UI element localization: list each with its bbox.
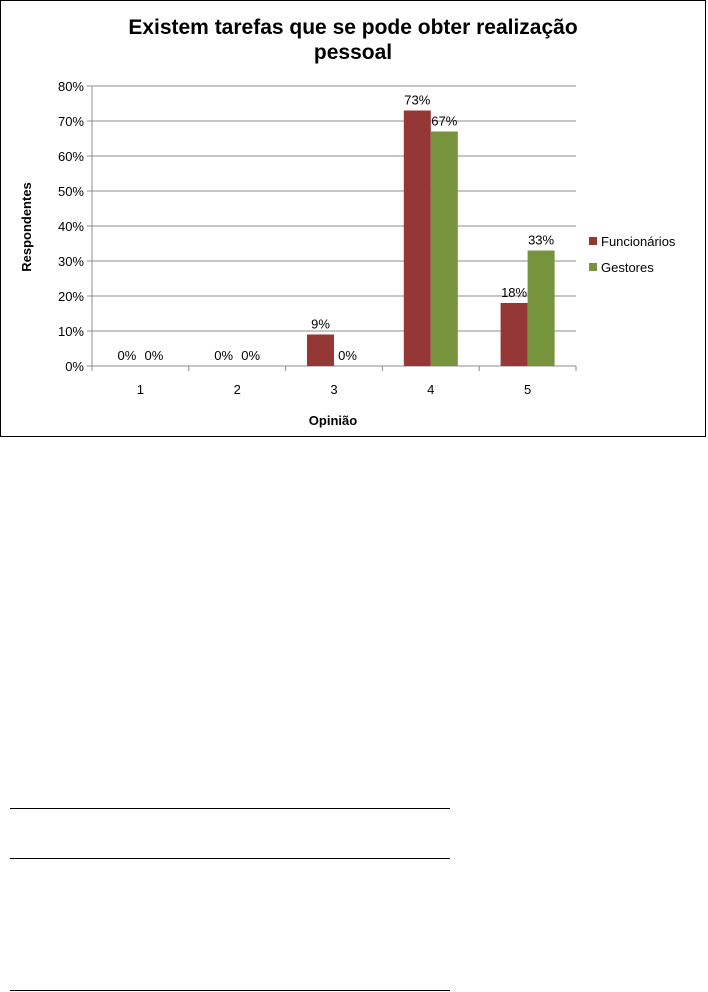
x-tick-label: 1 [136, 382, 145, 397]
x-tick-label: 4 [427, 382, 435, 397]
x-tick-label: 2 [233, 382, 241, 397]
bar-funcionarios [501, 303, 528, 366]
data-label: 18% [501, 285, 528, 300]
y-tick-label: 50% [57, 184, 84, 199]
y-tick-label: 30% [57, 254, 84, 269]
bar-gestores [431, 132, 458, 367]
legend-label: Funcionários [601, 234, 676, 249]
data-label: 9% [311, 316, 330, 332]
data-label: 0% [241, 348, 261, 363]
x-tick-label: 5 [523, 382, 532, 397]
data-label: 67% [431, 113, 458, 129]
x-tick-labels [137, 382, 531, 397]
y-tick-labels [58, 79, 84, 374]
bars [307, 111, 555, 367]
chart-title-line-2: pessoal [313, 41, 393, 64]
y-tick-label: 40% [57, 219, 84, 234]
bar-funcionarios [307, 335, 334, 367]
y-axis-label: Respondentes [19, 182, 34, 272]
y-tick-label: 60% [57, 149, 84, 164]
legend [589, 234, 676, 275]
y-tick-label: 10% [57, 324, 84, 339]
legend-swatch [589, 263, 597, 271]
x-axis-label: Opinião [308, 413, 358, 428]
data-label: 33% [528, 232, 555, 248]
bar-gestores [528, 251, 555, 367]
chart-frame [0, 0, 706, 437]
data-labels [118, 93, 555, 364]
data-label: 0% [338, 348, 357, 363]
y-tick-label: 20% [57, 289, 84, 304]
y-tick-label: 80% [57, 79, 84, 94]
bar-funcionarios [404, 111, 431, 367]
divider-line-3 [10, 990, 450, 991]
chart-title-line-1: Existem tarefas que se pode obter realização [128, 16, 578, 39]
y-tick-label: 70% [57, 114, 84, 129]
legend-label: Gestores [601, 260, 654, 275]
data-label: 73% [404, 92, 431, 108]
bar-chart [1, 1, 707, 438]
legend-swatch [589, 237, 597, 245]
divider-line-2 [10, 858, 450, 859]
divider-line-1 [10, 808, 450, 809]
data-label: 0% [117, 348, 137, 363]
data-label: 0% [214, 348, 234, 363]
data-label: 0% [144, 348, 164, 363]
x-tick-label: 3 [330, 382, 338, 397]
y-tick-label: 0% [65, 359, 84, 374]
